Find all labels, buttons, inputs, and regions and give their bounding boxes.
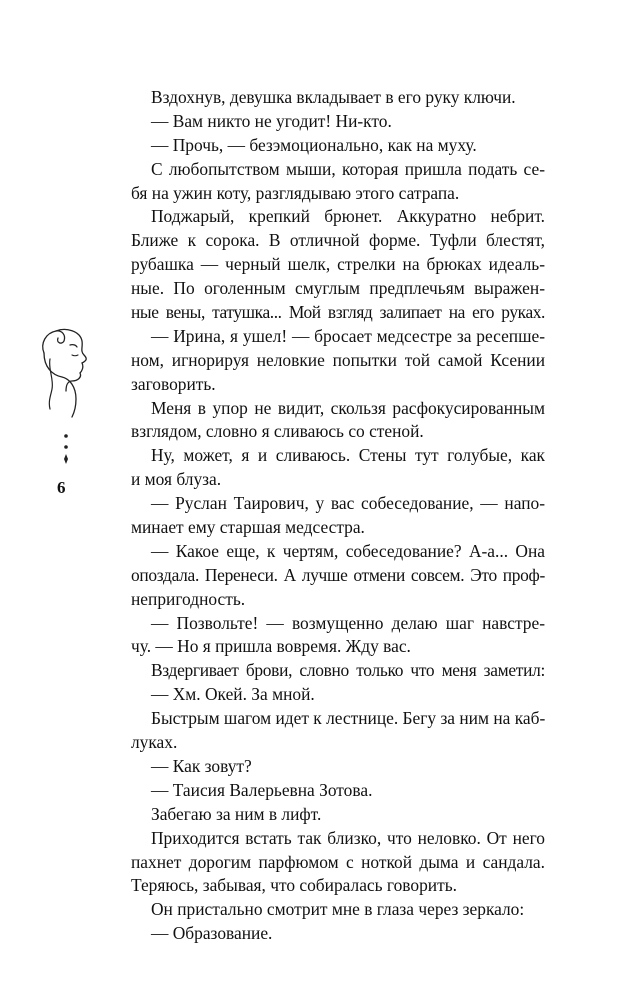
text-line: взглядом, словно я сливаюсь со стеной. bbox=[131, 421, 424, 442]
text-line: бя на ужин коту, разглядываю этого сатрапа. bbox=[131, 182, 460, 203]
text-line: — Вам никто не угодит! Ни-кто. bbox=[151, 110, 392, 131]
text-line: Приходится встать так близко, что неловко. От него bbox=[151, 827, 545, 848]
text-line: Поджарый, крепкий брюнет. Аккуратно небрит. bbox=[151, 206, 545, 227]
text-line: — Прочь, — безэмоционально, как на муху. bbox=[151, 134, 477, 155]
text-line: Забегаю за ним в лифт. bbox=[151, 803, 322, 824]
text-line: ные вены, татушка... Мой взгляд залипает на его руках. bbox=[131, 302, 545, 323]
page-number: 6 bbox=[57, 478, 66, 497]
text-line: Меня в упор не видит, скользя расфокусированным bbox=[151, 397, 545, 418]
text-line: Ну, может, я и сливаюсь. Стены тут голубые, как bbox=[151, 445, 545, 466]
body-text bbox=[131, 86, 545, 946]
text-line: ные. По оголенным смуглым предплечьям выражен- bbox=[131, 278, 545, 299]
vertical-dots-ornament-icon bbox=[60, 432, 72, 468]
text-line: — Позвольте! — возмущенно делаю шаг навстре- bbox=[151, 612, 545, 633]
text-line: пахнет дорогим парфюмом с ноткой дыма и сандала. bbox=[131, 851, 545, 872]
face-profile-ornament-icon bbox=[36, 323, 98, 419]
text-line: С любопытством мыши, которая пришла подать се- bbox=[151, 158, 545, 179]
text-line: Вздергивает брови, словно только что меня заметил: bbox=[151, 660, 545, 681]
text-line: — Таисия Валерьевна Зотова. bbox=[151, 779, 373, 800]
text-line: — Руслан Таирович, у вас собеседование, — напо- bbox=[151, 493, 545, 514]
text-line: — Ирина, я ушел! — бросает медсестре за ресепше- bbox=[151, 325, 545, 346]
text-line: луках. bbox=[131, 732, 178, 753]
text-line: Ближе к сорока. В отличной форме. Туфли блестят, bbox=[131, 230, 545, 251]
text-line: Теряюсь, забывая, что собиралась говорить. bbox=[131, 875, 457, 896]
text-line: ном, игнорируя неловкие попытки той самой Ксении bbox=[131, 349, 545, 370]
text-line: Он пристально смотрит мне в глаза через зеркало: bbox=[151, 899, 525, 920]
text-line: — Образование. bbox=[151, 923, 273, 944]
text-line: опоздала. Перенеси. А лучше отмени совсем. Это проф- bbox=[131, 564, 545, 585]
text-line: минает ему старшая медсестра. bbox=[131, 517, 365, 538]
text-line: — Хм. Окей. За мной. bbox=[151, 684, 315, 705]
text-line: Вздохнув, девушка вкладывает в его руку ключи. bbox=[151, 87, 516, 107]
text-line: — Какое еще, к чертям, собеседование? А-а... Она bbox=[151, 540, 545, 561]
text-line: чу. — Но я пришла вовремя. Жду вас. bbox=[131, 636, 411, 657]
text-line: — Как зовут? bbox=[151, 755, 252, 776]
text-line: и моя блуза. bbox=[131, 469, 222, 490]
text-line: непригодность. bbox=[131, 588, 246, 609]
text-line: рубашка — черный шелк, стрелки на брюках идеаль- bbox=[131, 254, 545, 275]
text-line: Быстрым шагом идет к лестнице. Бегу за ним на каб- bbox=[151, 708, 546, 729]
text-line: заговорить. bbox=[131, 373, 216, 394]
